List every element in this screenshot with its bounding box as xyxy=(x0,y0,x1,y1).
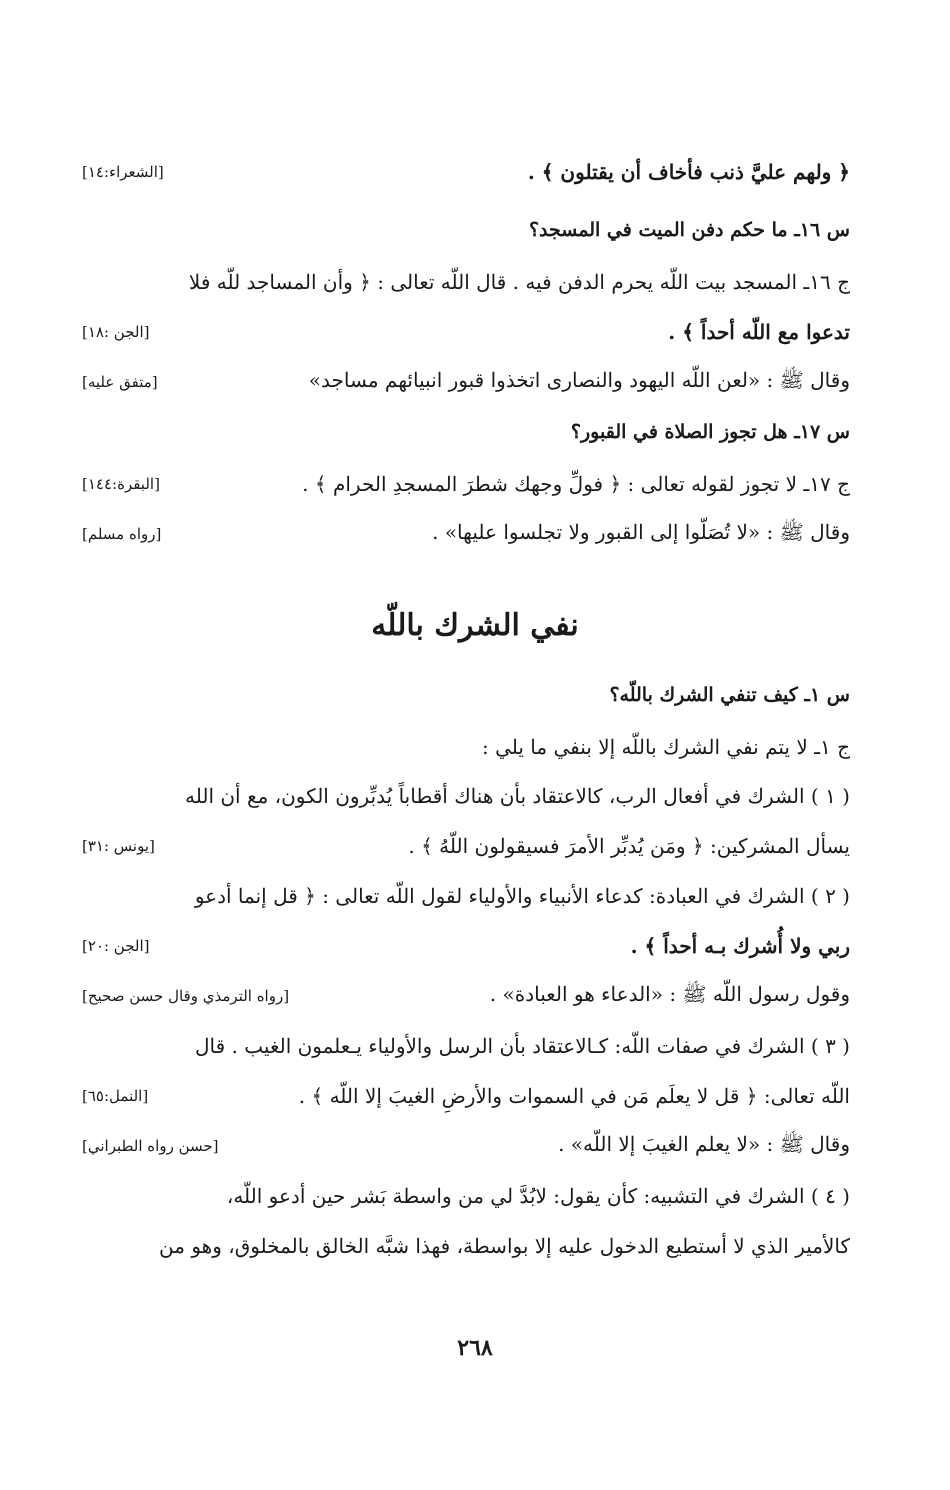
hadith-4-text: وقال ﷺ : «لا يعلم الغيبَ إلا اللّه» . xyxy=(558,1131,850,1156)
answer-16-text: ج ١٦ـ المسجد بيت اللّه يحرم الدفن فيه . قال اللّه تعالى : ﴿ وأن المساجد للّه فلا xyxy=(188,270,850,294)
page-number: ٢٦٨ xyxy=(457,1335,493,1361)
point-3-quote: اللّه تعالى: ﴿ قل لا يعلَم مَن في السموات والأرضِ الغيبَ إلا اللّه ﴾ . xyxy=(298,1084,850,1108)
point-3-ref: [النمل:٦٥] xyxy=(82,1087,149,1105)
answer-16-quote: تدعوا مع اللّه أحداً ﴾ . xyxy=(668,320,850,344)
question-16 xyxy=(82,210,850,250)
hadith-line-1 xyxy=(82,362,850,402)
answer-17-text: ج ١٧ـ لا تجوز لقوله تعالى : ﴿ فولِّ وجهك شطرَ المسجدِ الحرام ﴾ . xyxy=(302,472,850,496)
point-3-text: ( ٣ ) الشرك في صفات اللّه: كـالاعتقاد بأن الرسل والأولياء يـعلمون الغيب . قال xyxy=(195,1034,850,1058)
question-17 xyxy=(82,412,850,452)
hadith-3-text: وقول رسول اللّه ﷺ : «الدعاء هو العبادة» . xyxy=(489,981,850,1006)
section-title: نفي الشرك باللّه xyxy=(371,608,579,643)
point-3-line-2 xyxy=(82,1076,850,1116)
question-16-text: س ١٦ـ ما حكم دفن الميت في المسجد؟ xyxy=(528,219,850,241)
question-1-text: س ١ـ كيف تنفي الشرك باللّه؟ xyxy=(609,684,850,706)
hadith-2-text: وقال ﷺ : «لا تُصَلّوا إلى القبور ولا تجلسوا عليها» . xyxy=(432,519,850,544)
line-1-ref: [الشعراء:١٤] xyxy=(82,163,164,181)
point-1-quote: يسأل المشركين: ﴿ ومَن يُدبِّر الأمرَ فسيقولون اللّهُ ﴾ . xyxy=(408,834,850,858)
question-17-text: س ١٧ـ هل تجوز الصلاة في القبور؟ xyxy=(570,421,850,443)
hadith-3-ref: [رواه الترمذي وقال حسن صحيح] xyxy=(82,987,290,1005)
line-1-text: ﴿ ولهم عليَّ ذنب فأخاف أن يقتلون ﴾ . xyxy=(527,160,850,184)
point-2-text: ( ٢ ) الشرك في العبادة: كدعاء الأنبياء والأولياء لقول اللّه تعالى : ﴿ قل إنما أدعو xyxy=(194,884,850,908)
answer-16-line-1 xyxy=(82,262,850,302)
point-2-line-2 xyxy=(82,926,850,966)
text-line-1 xyxy=(82,152,850,192)
hadith-4-ref: [حسن رواه الطبراني] xyxy=(82,1137,219,1155)
point-2-quote: ربي ولا أُشرك بـه أحداً ﴾ . xyxy=(630,934,850,958)
point-1-text: ( ١ ) الشرك في أفعال الرب، كالاعتقاد بأن هناك أقطاباً يُدبِّرون الكون، مع أن الله xyxy=(185,784,850,808)
hadith-1-text: وقال ﷺ : «لعن اللّه اليهود والنصارى اتخذوا قبور انبيائهم مساجد» xyxy=(308,367,850,392)
answer-17-line xyxy=(82,464,850,504)
point-4-text-2: كالأمير الذي لا أستطيع الدخول عليه إلا بواسطة، فهذا شبَّه الخالق بالمخلوق، وهو من xyxy=(159,1234,850,1258)
point-2-ref: [الجن :٢٠] xyxy=(82,937,150,955)
point-2-line-1 xyxy=(82,876,850,916)
answer-16-line-2 xyxy=(82,312,850,352)
answer-1-line xyxy=(82,727,850,767)
point-1-line-1 xyxy=(82,776,850,816)
point-4-line-1 xyxy=(82,1176,850,1216)
point-1-ref: [يونس :٣١] xyxy=(82,837,155,855)
hadith-line-3 xyxy=(82,976,850,1016)
point-3-line-1 xyxy=(82,1026,850,1066)
answer-17-ref: [البقرة:١٤٤] xyxy=(82,475,160,493)
answer-16-ref: [الجن :١٨] xyxy=(82,323,150,341)
point-1-line-2 xyxy=(82,826,850,866)
hadith-line-4 xyxy=(82,1126,850,1166)
point-4-line-2 xyxy=(82,1226,850,1266)
hadith-1-ref: [متفق عليه] xyxy=(82,373,158,391)
hadith-2-ref: [رواه مسلم] xyxy=(82,525,162,543)
point-4-text: ( ٤ ) الشرك في التشبيه: كأن يقول: لابُدَّ لي من واسطة بَشر حين أدعو اللّه، xyxy=(226,1184,850,1208)
hadith-line-2 xyxy=(82,514,850,554)
question-1 xyxy=(82,675,850,715)
answer-1-text: ج ١ـ لا يتم نفي الشرك باللّه إلا بنفي ما يلي : xyxy=(482,735,850,759)
